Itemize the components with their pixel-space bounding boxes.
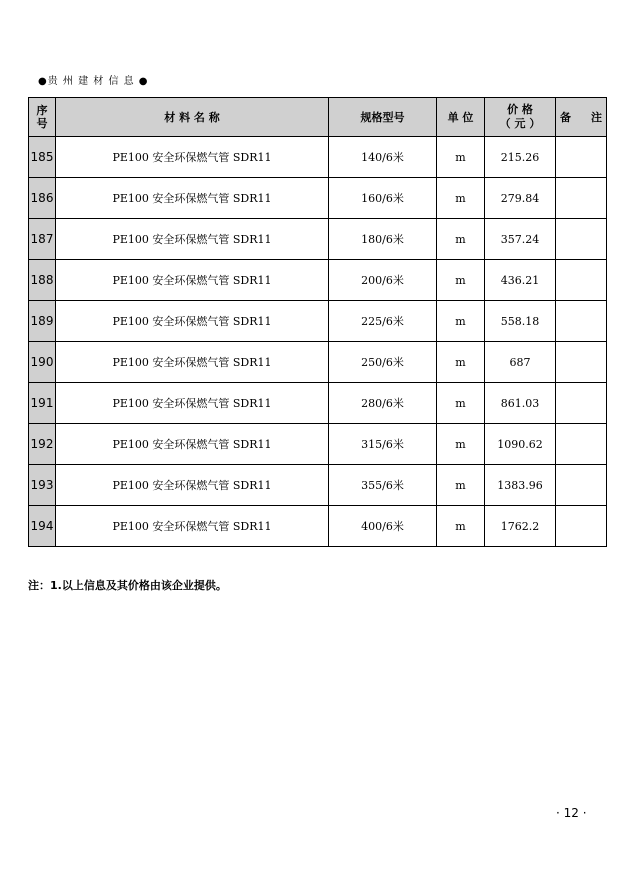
cell-unit: m bbox=[437, 178, 485, 219]
cell-note bbox=[556, 342, 607, 383]
cell-seq: 193 bbox=[29, 465, 56, 506]
cell-note bbox=[556, 383, 607, 424]
cell-spec: 355/6米 bbox=[329, 465, 437, 506]
cell-name: PE100 安全环保燃气管 SDR11 bbox=[56, 342, 329, 383]
cell-price: 1383.96 bbox=[485, 465, 556, 506]
header-seq-line2: 号 bbox=[36, 117, 48, 130]
cell-name: PE100 安全环保燃气管 SDR11 bbox=[56, 178, 329, 219]
cell-price: 558.18 bbox=[485, 301, 556, 342]
cell-spec: 200/6米 bbox=[329, 260, 437, 301]
header-price bbox=[485, 98, 556, 137]
cell-name: PE100 安全环保燃气管 SDR11 bbox=[56, 424, 329, 465]
header-name: 材 料 名 称 bbox=[56, 98, 329, 137]
header-note: 备 注 bbox=[556, 98, 607, 137]
header-price-line2: （ 元 ） bbox=[499, 117, 541, 130]
cell-price: 687 bbox=[485, 342, 556, 383]
cell-unit: m bbox=[437, 260, 485, 301]
cell-name: PE100 安全环保燃气管 SDR11 bbox=[56, 383, 329, 424]
cell-seq: 191 bbox=[29, 383, 56, 424]
cell-unit: m bbox=[437, 424, 485, 465]
cell-seq: 185 bbox=[29, 137, 56, 178]
cell-name: PE100 安全环保燃气管 SDR11 bbox=[56, 137, 329, 178]
cell-unit: m bbox=[437, 219, 485, 260]
page-number: · 12 · bbox=[556, 806, 587, 820]
cell-unit: m bbox=[437, 506, 485, 547]
cell-seq: 189 bbox=[29, 301, 56, 342]
cell-seq: 186 bbox=[29, 178, 56, 219]
cell-name: PE100 安全环保燃气管 SDR11 bbox=[56, 301, 329, 342]
page-header: ●贵 州 建 材 信 息 ● bbox=[38, 76, 149, 87]
cell-unit: m bbox=[437, 301, 485, 342]
table-row bbox=[29, 137, 607, 178]
cell-spec: 180/6米 bbox=[329, 219, 437, 260]
table-row bbox=[29, 260, 607, 301]
cell-price: 1090.62 bbox=[485, 424, 556, 465]
table-body bbox=[29, 137, 607, 547]
price-table bbox=[28, 97, 607, 547]
table-row bbox=[29, 178, 607, 219]
cell-price: 357.24 bbox=[485, 219, 556, 260]
header-seq-line1: 序 bbox=[36, 104, 48, 117]
table-header-row bbox=[29, 98, 607, 137]
header-spec: 规格型号 bbox=[329, 98, 437, 137]
cell-spec: 140/6米 bbox=[329, 137, 437, 178]
cell-spec: 315/6米 bbox=[329, 424, 437, 465]
header-price-line1: 价 格 bbox=[507, 103, 533, 116]
footnote: 注：1.以上信息及其价格由该企业提供。 bbox=[28, 579, 227, 592]
cell-seq: 188 bbox=[29, 260, 56, 301]
table-row bbox=[29, 506, 607, 547]
table-row bbox=[29, 342, 607, 383]
cell-note bbox=[556, 506, 607, 547]
cell-note bbox=[556, 301, 607, 342]
header-unit: 单 位 bbox=[437, 98, 485, 137]
table-row bbox=[29, 424, 607, 465]
cell-seq: 190 bbox=[29, 342, 56, 383]
cell-price: 279.84 bbox=[485, 178, 556, 219]
cell-price: 436.21 bbox=[485, 260, 556, 301]
table-row bbox=[29, 383, 607, 424]
cell-spec: 160/6米 bbox=[329, 178, 437, 219]
cell-name: PE100 安全环保燃气管 SDR11 bbox=[56, 219, 329, 260]
cell-note bbox=[556, 260, 607, 301]
cell-note bbox=[556, 178, 607, 219]
table-row bbox=[29, 301, 607, 342]
cell-note bbox=[556, 219, 607, 260]
cell-spec: 280/6米 bbox=[329, 383, 437, 424]
cell-unit: m bbox=[437, 465, 485, 506]
cell-unit: m bbox=[437, 137, 485, 178]
cell-spec: 400/6米 bbox=[329, 506, 437, 547]
header-seq bbox=[29, 98, 56, 137]
cell-price: 861.03 bbox=[485, 383, 556, 424]
cell-name: PE100 安全环保燃气管 SDR11 bbox=[56, 260, 329, 301]
table-row bbox=[29, 219, 607, 260]
cell-name: PE100 安全环保燃气管 SDR11 bbox=[56, 506, 329, 547]
cell-price: 1762.2 bbox=[485, 506, 556, 547]
table-row bbox=[29, 465, 607, 506]
cell-unit: m bbox=[437, 342, 485, 383]
cell-seq: 192 bbox=[29, 424, 56, 465]
cell-note bbox=[556, 424, 607, 465]
cell-name: PE100 安全环保燃气管 SDR11 bbox=[56, 465, 329, 506]
cell-price: 215.26 bbox=[485, 137, 556, 178]
cell-spec: 250/6米 bbox=[329, 342, 437, 383]
cell-seq: 194 bbox=[29, 506, 56, 547]
cell-seq: 187 bbox=[29, 219, 56, 260]
cell-unit: m bbox=[437, 383, 485, 424]
cell-note bbox=[556, 137, 607, 178]
cell-spec: 225/6米 bbox=[329, 301, 437, 342]
cell-note bbox=[556, 465, 607, 506]
